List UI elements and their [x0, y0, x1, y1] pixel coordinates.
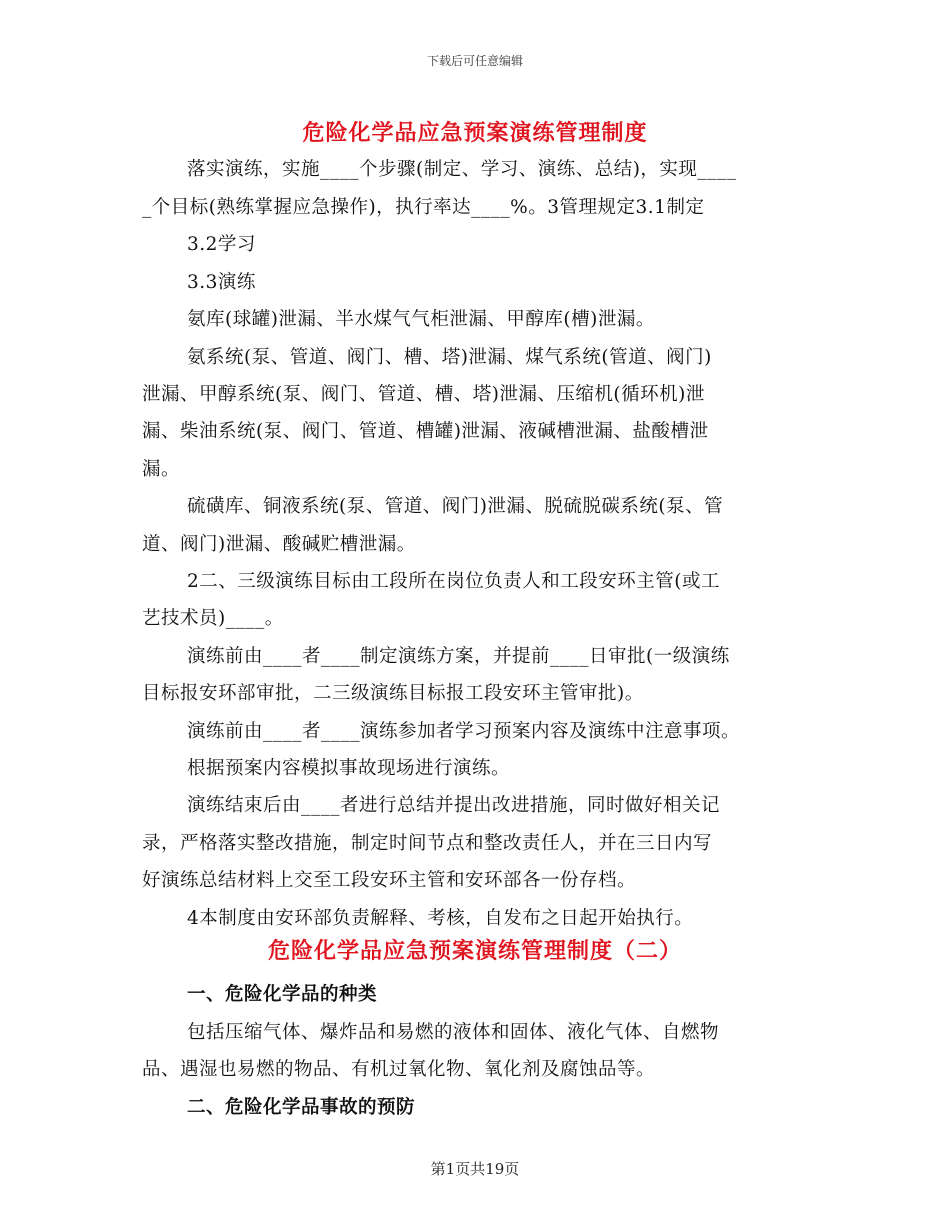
section-title-two: 危险化学品应急预案演练管理制度（二）	[267, 938, 682, 964]
page-footer: 第1页共19页	[430, 1160, 520, 1178]
paragraph-line: 好演练总结材料上交至工段安环主管和安环部各一份存档。	[142, 870, 637, 891]
paragraph-line: 品、遇湿也易燃的物品、有机过氧化物、氧化剂及腐蚀品等。	[142, 1059, 656, 1080]
paragraph-line: 目标报安环部审批，二三级演练目标报工段安环主管审批)。	[142, 683, 644, 704]
paragraph-line: 漏。	[142, 459, 181, 480]
document-title: 危险化学品应急预案演练管理制度	[302, 120, 648, 146]
paragraph-line: 漏、柴油系统(泵、阀门、管道、槽罐)泄漏、液碱槽泄漏、盐酸槽泄	[142, 421, 709, 442]
paragraph-line: 包括压缩气体、爆炸品和易燃的液体和固体、液化气体、自燃物	[187, 1022, 720, 1043]
paragraph-line: 氨系统(泵、管道、阀门、槽、塔)泄漏、煤气系统(管道、阀门)	[187, 347, 712, 368]
paragraph-line: 氨库(球罐)泄漏、半水煤气气柜泄漏、甲醇库(槽)泄漏。	[187, 309, 655, 330]
paragraph-line: 2二、三级演练目标由工段所在岗位负责人和工段安环主管(或工	[187, 571, 720, 592]
paragraph-line: 落实演练，实施____个步骤(制定、学习、演练、总结)，实现____	[187, 159, 737, 180]
paragraph-line: 泄漏、甲醇系统(泵、阀门、管道、槽、塔)泄漏、压缩机(循环机)泄	[142, 384, 705, 405]
paragraph-line: 录，严格落实整改措施，制定时间节点和整改责任人，并在三日内写	[142, 833, 713, 854]
paragraph-line: 3.2学习	[187, 234, 256, 255]
paragraph-line: 艺技术员)____。	[142, 608, 284, 629]
paragraph-line: 3.3演练	[187, 272, 256, 293]
paragraph-line: 4本制度由安环部负责解释、考核，自发布之日起开始执行。	[187, 908, 694, 929]
section-heading-types: 一、危险化学品的种类	[187, 984, 378, 1005]
paragraph-line: 演练前由____者____演练参加者学习预案内容及演练中注意事项。	[187, 721, 741, 742]
paragraph-line: 根据预案内容模拟事故现场进行演练。	[187, 758, 511, 779]
paragraph-line: 道、阀门)泄漏、酸碱贮槽泄漏。	[142, 534, 416, 555]
paragraph-line: _个目标(熟练掌握应急操作)，执行率达____%。3管理规定3.1制定	[142, 197, 705, 218]
paragraph-line: 硫磺库、铜液系统(泵、管道、阀门)泄漏、脱硫脱碳系统(泵、管	[187, 496, 724, 517]
section-heading-prevention: 二、危险化学品事故的预防	[187, 1097, 416, 1118]
paragraph-line: 演练结束后由____者进行总结并提出改进措施，同时做好相关记	[187, 795, 721, 816]
header-note: 下载后可任意编辑	[426, 54, 523, 68]
paragraph-line: 演练前由____者____制定演练方案，并提前____日审批(一级演练	[187, 646, 730, 667]
